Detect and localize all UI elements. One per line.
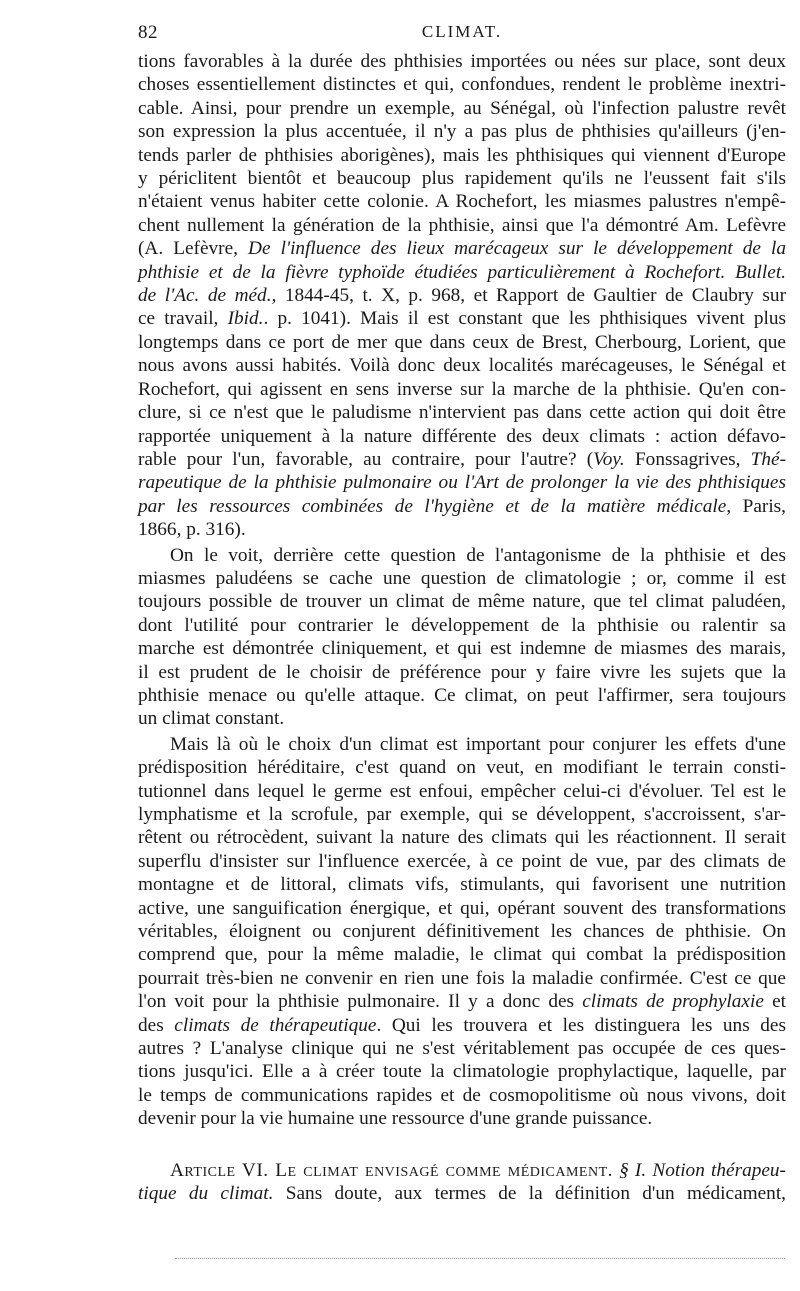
text-line: active, une sanguification énergique, et qui, opérant souvent des transformations bbox=[138, 897, 786, 919]
article-line-1 bbox=[138, 1159, 786, 1182]
text-line: son expression la plus accentuée, il n'y a pas plus de phthisies qu'ailleurs (j'en- bbox=[138, 121, 786, 143]
body-text bbox=[138, 50, 786, 1206]
text-line: lymphatisme et la scrofule, par exemple, qui se développent, s'accroissent, s'ar- bbox=[138, 804, 786, 825]
text-line: 1866, p. 316). bbox=[138, 519, 246, 541]
text-line: montagne et de littoral, climats vifs, stimulants, qui favorisent une nutrition bbox=[138, 874, 786, 896]
text-line: ce travail, Ibid.. p. 1041). Mais il est constant que les phthisiques vivent plus bbox=[138, 308, 786, 330]
text-line: dont l'utilité pour contrarier le développement de la phthisie ou ralentir sa bbox=[138, 614, 786, 636]
text-line: nous avons aussi habités. Voilà donc deux localités marécageuses, le Sénégal et bbox=[138, 355, 786, 377]
text-line: le temps de communications rapides et de cosmopolitisme où nous vivons, doit bbox=[138, 1084, 786, 1106]
article-line-2 bbox=[138, 1182, 786, 1205]
text-line: Rochefort, qui agissent en sens inverse sur la marche de la phthisie. Qu'en con- bbox=[138, 378, 786, 400]
page-header bbox=[138, 22, 786, 50]
article-heading bbox=[138, 1159, 786, 1206]
text-line: tions jusqu'ici. Elle a à créer toute la climatologie prophylactique, laquelle, par bbox=[138, 1061, 786, 1083]
running-title: CLIMAT. bbox=[421, 22, 503, 41]
text-line: superflu d'insister sur l'influence exercée, à ce point de vue, par des climats de bbox=[138, 850, 786, 872]
text-line: l'on voit pour la phthisie pulmonaire. Il y a donc des climats de prophylaxie et bbox=[138, 991, 786, 1013]
text-line: clure, si ce n'est que le paludisme n'intervient pas dans cette action qui doit être bbox=[138, 402, 786, 424]
text-line: tutionnel dans lequel le germe est enfoui, empêcher celui-ci d'évoluer. Tel est le bbox=[138, 780, 786, 802]
text-line: comprend que, pour la même maladie, le climat qui combat la prédisposition bbox=[138, 944, 786, 966]
text-line: marche est démontrée cliniquement, et qui est indemne de miasmes des marais, bbox=[138, 638, 786, 660]
text-line: phthisie menace ou qu'elle attaque. Ce climat, on peut l'affirmer, sera toujours bbox=[138, 684, 786, 706]
text-line: des climats de thérapeutique. Qui les trouvera et les distinguera les uns des bbox=[138, 1014, 786, 1036]
page-number: 82 bbox=[138, 22, 158, 43]
text-line: par les ressources combinées de l'hygiène et de la matière médicale, Paris, bbox=[138, 495, 787, 517]
text-line: Sans doute, aux termes de la définition d'un médicament, bbox=[285, 1183, 786, 1205]
text-line: choses essentiellement distinctes et qui, confondues, rendent le problème inextri- bbox=[138, 74, 786, 96]
text-line: rapeutique de la phthisie pulmonaire ou l'Art de prolonger la vie des phthisiques bbox=[138, 472, 786, 494]
text-line: véritables, éloignent ou conjurent définitivement les chances de phthisie. On bbox=[138, 921, 786, 943]
text-line: autres ? L'analyse clinique qui ne s'est véritablement pas occupée de ces ques- bbox=[138, 1038, 786, 1060]
article-title: Article VI. Le climat envisagé comme médicament. bbox=[170, 1159, 613, 1181]
text-line: miasmes paludéens se cache une question de climatologie ; or, comme il est bbox=[138, 567, 786, 589]
text-line: devenir pour la vie humaine une ressource d'une grande puissance. bbox=[138, 1108, 653, 1130]
text-line: (A. Lefèvre, De l'influence des lieux marécageux sur le développement de la bbox=[138, 238, 787, 260]
text-line: rapportée uniquement à la nature différente des deux climats : action défavo- bbox=[138, 425, 786, 447]
paragraph-3 bbox=[138, 733, 786, 1131]
text-line: Mais là où le choix d'un climat est important pour conjurer les effets d'une bbox=[170, 733, 786, 755]
text-line: un climat constant. bbox=[138, 708, 285, 730]
text-line: phthisie et de la fièvre typhoïde étudiées particulièrement à Rochefort. Bullet. bbox=[138, 261, 786, 283]
section-title-cont: tique du climat. bbox=[138, 1183, 274, 1205]
text-line: rable pour l'un, favorable, au contraire, pour l'autre? (Voy. Fonssagrives, Thé- bbox=[138, 448, 786, 470]
text-line: tends parler de phthisies aborigènes), mais les phthisiques qui viennent d'Europe bbox=[138, 144, 786, 166]
text-line: toujours possible de trouver un climat de même nature, que tel climat paludéen, bbox=[138, 591, 786, 613]
text-line: chent nullement la génération de la phthisie, ainsi que l'a démontré Am. Lefèvre bbox=[138, 214, 786, 236]
paragraph-2 bbox=[138, 544, 786, 731]
text-line: il est prudent de le choisir de préférence pour y faire vivre les sujets que la bbox=[138, 661, 786, 683]
text-line: prédisposition héréditaire, c'est quand on veut, en modifiant le terrain consti- bbox=[138, 757, 786, 779]
text-line: n'étaient venus habiter cette colonie. A Rochefort, les miasmes palustres n'empê- bbox=[138, 191, 786, 213]
text-line: y périclitent bientôt et beaucoup plus rapidement qu'ils ne l'eussent fait s'ils bbox=[138, 168, 786, 190]
text-line: pourrait très-bien ne convenir en rien une fois la maladie confirmée. C'est ce que bbox=[138, 967, 786, 989]
text-line: On le voit, derrière cette question de l'antagonisme de la phthisie et des bbox=[170, 544, 786, 566]
text-line: de l'Ac. de méd., 1844-45, t. X, p. 968, et Rapport de Gaultier de Claubry sur bbox=[138, 285, 786, 307]
text-line: rêtent ou rétrocèdent, suivant la nature des climats qui les réactionnent. Il serait bbox=[138, 827, 786, 849]
footer-dotted-rule bbox=[175, 1258, 785, 1259]
text-line: tions favorables à la durée des phthisies importées ou nées sur place, sont deux bbox=[138, 51, 786, 72]
paragraph-1 bbox=[138, 50, 786, 542]
section-title: § I. Notion thérapeu- bbox=[619, 1159, 786, 1181]
text-line: longtemps dans ce port de mer que dans ceux de Brest, Cherbourg, Lorient, que bbox=[138, 331, 786, 353]
text-line: cable. Ainsi, pour prendre un exemple, au Sénégal, où l'infection palustre revêt bbox=[138, 97, 786, 119]
